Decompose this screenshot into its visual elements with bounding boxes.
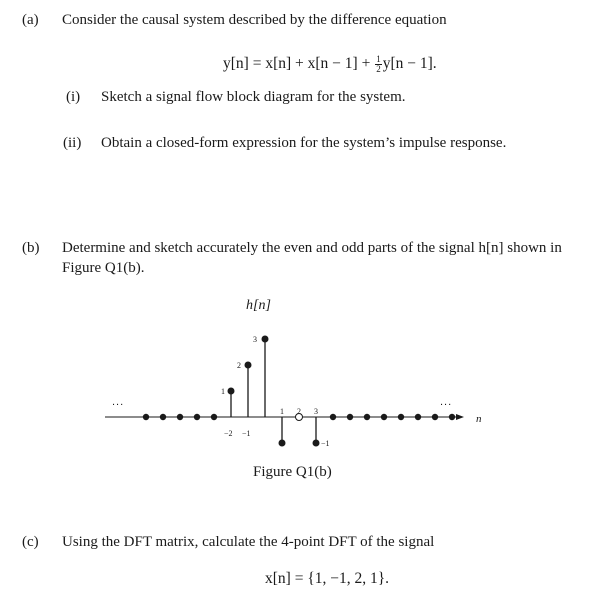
part-c-label: (c) [22,534,39,550]
tick-label: 1 [280,407,284,416]
ellipsis-right: ... [440,396,453,408]
sub-ii-label: (ii) [63,135,82,151]
zero-sample-dot [381,414,387,420]
zero-sample-dot [347,414,353,420]
zero-sample-dot [398,414,404,420]
equation-rhs: y[n − 1]. [382,55,437,73]
sub-ii-text: Obtain a closed-form expression for the system’s impulse response. [101,135,507,151]
figure-title: h[n] [246,298,271,313]
x-axis-arrow [456,414,464,420]
zero-sample-dot [432,414,438,420]
tick-label: 2 [297,407,301,416]
part-c-text: Using the DFT matrix, calculate the 4-point DFT of the signal [62,534,435,550]
sub-i-label: (i) [66,89,81,105]
tick-label: 3 [314,407,318,416]
zero-sample-dot [194,414,200,420]
part-b-label: (b) [22,240,40,256]
zero-sample-dot [364,414,370,420]
stem-dot [279,440,286,447]
stem-dot [262,336,269,343]
x-axis-label: n [476,413,482,425]
zero-sample-dot [143,414,149,420]
part-b-line2: Figure Q1(b). [62,260,145,276]
value-label: −1 [321,439,330,448]
ellipsis-left: ... [112,396,125,408]
part-a-intro: Consider the causal system described by the difference equation [62,12,447,28]
zero-sample-dot [211,414,217,420]
stem-dot [245,362,252,369]
fraction-denominator: 2 [376,64,381,74]
part-c-equation: x[n] = {1, −1, 2, 1}. [265,570,390,587]
stem-dot [228,388,235,395]
tick-label: −2 [224,429,233,438]
part-a-label: (a) [22,12,39,28]
value-label: 1 [221,387,225,396]
equation-lhs: y[n] = x[n] + x[n − 1] + [223,55,375,73]
zero-sample-dot [449,414,455,420]
plot-layer [105,335,482,448]
zero-sample-dot [160,414,166,420]
stem-dot [313,440,320,447]
sub-i-text: Sketch a signal flow block diagram for the system. [101,89,406,105]
zero-sample-dot [330,414,336,420]
zero-sample-dot [415,414,421,420]
zero-sample-dot [177,414,183,420]
fraction-numerator: 1 [376,54,381,64]
value-label: 2 [237,361,241,370]
figure-caption: Figure Q1(b) [253,464,332,480]
value-label: 3 [253,335,257,344]
tick-label: −1 [242,429,251,438]
part-b-line1: Determine and sketch accurately the even and odd parts of the signal h[n] shown in [62,240,562,256]
